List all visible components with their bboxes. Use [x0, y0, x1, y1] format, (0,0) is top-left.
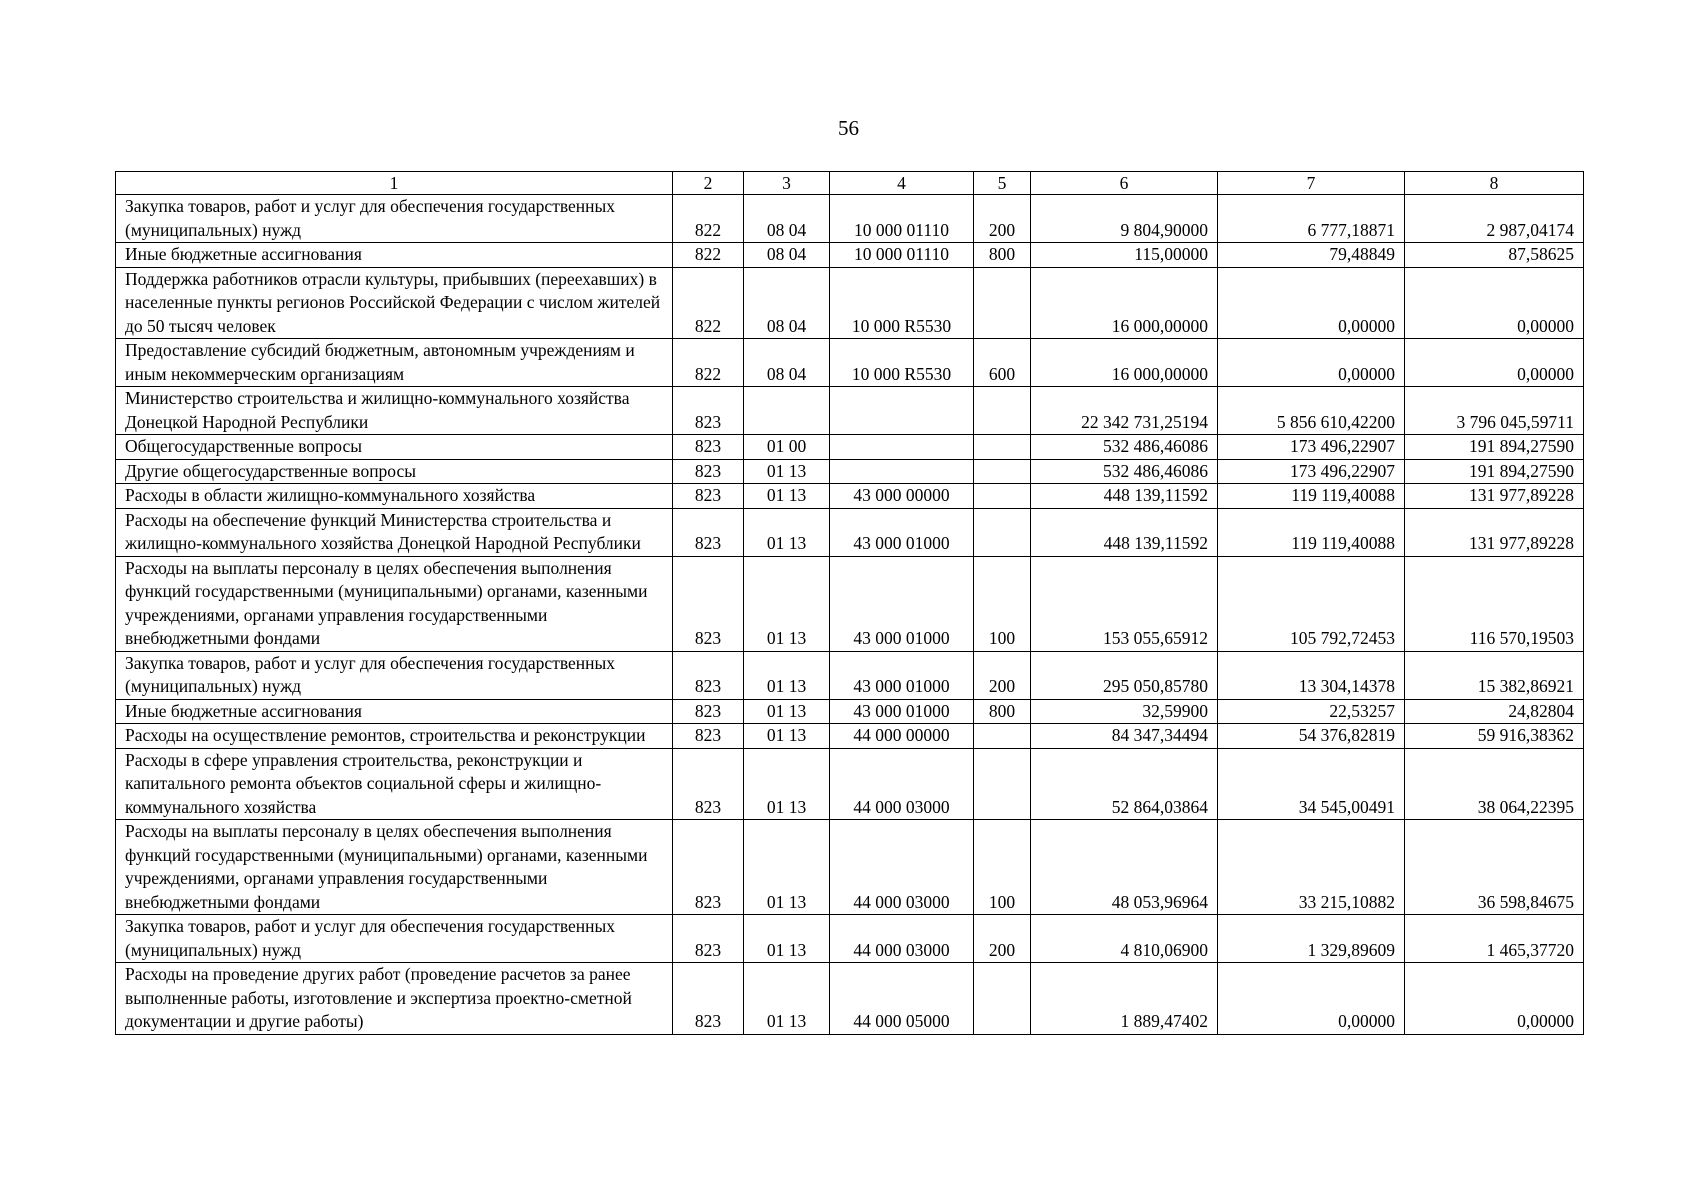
- item-name-cell: Предоставление субсидий бюджетным, автономным учреждениям и иным некоммерческим организациям: [116, 339, 673, 387]
- table-row: [116, 963, 1584, 1035]
- item-name-cell: Иные бюджетные ассигнования: [116, 243, 673, 268]
- expense-type-cell: 800: [974, 243, 1031, 268]
- table-row: [116, 267, 1584, 339]
- table-row: [116, 820, 1584, 915]
- amount-col8-cell: 191 894,27590: [1405, 435, 1584, 460]
- column-header-2: 2: [673, 172, 744, 195]
- expense-type-cell: [974, 459, 1031, 484]
- page-number: 56: [838, 116, 859, 140]
- amount-col7-cell: 173 496,22907: [1218, 459, 1405, 484]
- table-row: [116, 748, 1584, 820]
- amount-col7-cell: 0,00000: [1218, 339, 1405, 387]
- table-row: [116, 556, 1584, 651]
- expense-type-cell: [974, 963, 1031, 1035]
- amount-col8-cell: 191 894,27590: [1405, 459, 1584, 484]
- section-code-cell: 08 04: [744, 267, 830, 339]
- target-article-cell: 43 000 01000: [830, 556, 974, 651]
- table-row: [116, 459, 1584, 484]
- amount-col7-cell: 6 777,18871: [1218, 195, 1405, 243]
- ministry-code-cell: 823: [673, 651, 744, 699]
- ministry-code-cell: 823: [673, 435, 744, 460]
- column-header-4: 4: [830, 172, 974, 195]
- target-article-cell: 10 000 01110: [830, 243, 974, 268]
- amount-col8-cell: 0,00000: [1405, 339, 1584, 387]
- amount-col8-cell: 36 598,84675: [1405, 820, 1584, 915]
- amount-col6-cell: 448 139,11592: [1031, 484, 1218, 509]
- expense-type-cell: [974, 435, 1031, 460]
- section-code-cell: 08 04: [744, 243, 830, 268]
- table-row: [116, 387, 1584, 435]
- table-body: [116, 195, 1584, 1035]
- amount-col6-cell: 1 889,47402: [1031, 963, 1218, 1035]
- item-name-cell: Расходы на выплаты персоналу в целях обеспечения выполнения функций государственными (муниципальными) органами, казенными учреждениями, органами управления государственными внебюджетными фондами: [116, 820, 673, 915]
- item-name-cell: Поддержка работников отрасли культуры, прибывших (переехавших) в населенные пункты регионов Российской Федерации с числом жителей до 50 тысяч человек: [116, 267, 673, 339]
- section-code-cell: [744, 387, 830, 435]
- section-code-cell: 01 13: [744, 748, 830, 820]
- expense-type-cell: 100: [974, 556, 1031, 651]
- amount-col7-cell: 105 792,72453: [1218, 556, 1405, 651]
- section-code-cell: 01 13: [744, 699, 830, 724]
- target-article-cell: 43 000 01000: [830, 508, 974, 556]
- target-article-cell: 43 000 01000: [830, 699, 974, 724]
- section-code-cell: 01 13: [744, 724, 830, 749]
- amount-col6-cell: 295 050,85780: [1031, 651, 1218, 699]
- amount-col7-cell: 13 304,14378: [1218, 651, 1405, 699]
- expense-type-cell: 200: [974, 915, 1031, 963]
- amount-col7-cell: 119 119,40088: [1218, 508, 1405, 556]
- target-article-cell: 10 000 R5530: [830, 267, 974, 339]
- table-row: [116, 508, 1584, 556]
- amount-col6-cell: 9 804,90000: [1031, 195, 1218, 243]
- amount-col7-cell: 5 856 610,42200: [1218, 387, 1405, 435]
- column-header-3: 3: [744, 172, 830, 195]
- amount-col6-cell: 532 486,46086: [1031, 435, 1218, 460]
- amount-col6-cell: 32,59900: [1031, 699, 1218, 724]
- amount-col7-cell: 33 215,10882: [1218, 820, 1405, 915]
- amount-col6-cell: 532 486,46086: [1031, 459, 1218, 484]
- table-row: [116, 915, 1584, 963]
- item-name-cell: Расходы на осуществление ремонтов, строительства и реконструкции: [116, 724, 673, 749]
- target-article-cell: 10 000 01110: [830, 195, 974, 243]
- expense-type-cell: [974, 508, 1031, 556]
- ministry-code-cell: 822: [673, 339, 744, 387]
- amount-col7-cell: 79,48849: [1218, 243, 1405, 268]
- expense-type-cell: 200: [974, 651, 1031, 699]
- item-name-cell: Закупка товаров, работ и услуг для обеспечения государственных (муниципальных) нужд: [116, 915, 673, 963]
- target-article-cell: 44 000 03000: [830, 915, 974, 963]
- target-article-cell: 44 000 05000: [830, 963, 974, 1035]
- ministry-code-cell: 823: [673, 963, 744, 1035]
- column-header-8: 8: [1405, 172, 1584, 195]
- expense-type-cell: [974, 724, 1031, 749]
- section-code-cell: 01 13: [744, 508, 830, 556]
- budget-table: [115, 171, 1584, 1035]
- expense-type-cell: 800: [974, 699, 1031, 724]
- item-name-cell: Другие общегосударственные вопросы: [116, 459, 673, 484]
- table-row: [116, 484, 1584, 509]
- table-row: [116, 339, 1584, 387]
- ministry-code-cell: 823: [673, 484, 744, 509]
- column-header-7: 7: [1218, 172, 1405, 195]
- section-code-cell: 01 13: [744, 963, 830, 1035]
- table-row: [116, 724, 1584, 749]
- table-row: [116, 699, 1584, 724]
- column-header-6: 6: [1031, 172, 1218, 195]
- table-row: [116, 195, 1584, 243]
- amount-col6-cell: 4 810,06900: [1031, 915, 1218, 963]
- amount-col6-cell: 52 864,03864: [1031, 748, 1218, 820]
- ministry-code-cell: 823: [673, 724, 744, 749]
- target-article-cell: 43 000 00000: [830, 484, 974, 509]
- section-code-cell: 01 13: [744, 820, 830, 915]
- amount-col8-cell: 2 987,04174: [1405, 195, 1584, 243]
- amount-col8-cell: 15 382,86921: [1405, 651, 1584, 699]
- amount-col7-cell: 22,53257: [1218, 699, 1405, 724]
- target-article-cell: [830, 387, 974, 435]
- amount-col8-cell: 87,58625: [1405, 243, 1584, 268]
- target-article-cell: 44 000 03000: [830, 820, 974, 915]
- item-name-cell: Закупка товаров, работ и услуг для обеспечения государственных (муниципальных) нужд: [116, 195, 673, 243]
- amount-col8-cell: 24,82804: [1405, 699, 1584, 724]
- section-code-cell: 01 13: [744, 459, 830, 484]
- column-header-1: 1: [116, 172, 673, 195]
- amount-col8-cell: 3 796 045,59711: [1405, 387, 1584, 435]
- ministry-code-cell: 822: [673, 243, 744, 268]
- amount-col8-cell: 1 465,37720: [1405, 915, 1584, 963]
- section-code-cell: 01 13: [744, 915, 830, 963]
- section-code-cell: 01 13: [744, 556, 830, 651]
- target-article-cell: [830, 435, 974, 460]
- header-row: [116, 172, 1584, 195]
- expense-type-cell: [974, 484, 1031, 509]
- amount-col8-cell: 0,00000: [1405, 267, 1584, 339]
- section-code-cell: 08 04: [744, 195, 830, 243]
- amount-col8-cell: 116 570,19503: [1405, 556, 1584, 651]
- expense-type-cell: 200: [974, 195, 1031, 243]
- amount-col8-cell: 0,00000: [1405, 963, 1584, 1035]
- amount-col6-cell: 16 000,00000: [1031, 339, 1218, 387]
- amount-col6-cell: 115,00000: [1031, 243, 1218, 268]
- item-name-cell: Расходы на обеспечение функций Министерства строительства и жилищно-коммунального хозяйства Донецкой Народной Республики: [116, 508, 673, 556]
- ministry-code-cell: 823: [673, 387, 744, 435]
- section-code-cell: 01 13: [744, 484, 830, 509]
- item-name-cell: Расходы на проведение других работ (проведение расчетов за ранее выполненные работы, изготовление и экспертиза проектно-сметной документации и другие работы): [116, 963, 673, 1035]
- item-name-cell: Общегосударственные вопросы: [116, 435, 673, 460]
- item-name-cell: Расходы в области жилищно-коммунального хозяйства: [116, 484, 673, 509]
- amount-col8-cell: 38 064,22395: [1405, 748, 1584, 820]
- amount-col7-cell: 119 119,40088: [1218, 484, 1405, 509]
- ministry-code-cell: 823: [673, 508, 744, 556]
- ministry-code-cell: 823: [673, 915, 744, 963]
- section-code-cell: 08 04: [744, 339, 830, 387]
- ministry-code-cell: 822: [673, 267, 744, 339]
- expense-type-cell: [974, 387, 1031, 435]
- table-row: [116, 435, 1584, 460]
- table-row: [116, 243, 1584, 268]
- ministry-code-cell: 823: [673, 459, 744, 484]
- ministry-code-cell: 823: [673, 699, 744, 724]
- target-article-cell: 10 000 R5530: [830, 339, 974, 387]
- target-article-cell: 44 000 00000: [830, 724, 974, 749]
- amount-col7-cell: 173 496,22907: [1218, 435, 1405, 460]
- amount-col7-cell: 1 329,89609: [1218, 915, 1405, 963]
- amount-col7-cell: 54 376,82819: [1218, 724, 1405, 749]
- amount-col8-cell: 59 916,38362: [1405, 724, 1584, 749]
- ministry-code-cell: 823: [673, 820, 744, 915]
- column-header-5: 5: [974, 172, 1031, 195]
- table-row: [116, 651, 1584, 699]
- ministry-code-cell: 823: [673, 556, 744, 651]
- amount-col6-cell: 48 053,96964: [1031, 820, 1218, 915]
- amount-col6-cell: 22 342 731,25194: [1031, 387, 1218, 435]
- item-name-cell: Закупка товаров, работ и услуг для обеспечения государственных (муниципальных) нужд: [116, 651, 673, 699]
- amount-col6-cell: 153 055,65912: [1031, 556, 1218, 651]
- amount-col7-cell: 0,00000: [1218, 267, 1405, 339]
- expense-type-cell: [974, 748, 1031, 820]
- target-article-cell: 43 000 01000: [830, 651, 974, 699]
- expense-type-cell: 600: [974, 339, 1031, 387]
- amount-col6-cell: 448 139,11592: [1031, 508, 1218, 556]
- amount-col8-cell: 131 977,89228: [1405, 508, 1584, 556]
- item-name-cell: Министерство строительства и жилищно-коммунального хозяйства Донецкой Народной Республики: [116, 387, 673, 435]
- item-name-cell: Расходы в сфере управления строительства, реконструкции и капитального ремонта объектов социальной сферы и жилищно-коммунального хозяйства: [116, 748, 673, 820]
- amount-col6-cell: 16 000,00000: [1031, 267, 1218, 339]
- item-name-cell: Иные бюджетные ассигнования: [116, 699, 673, 724]
- target-article-cell: 44 000 03000: [830, 748, 974, 820]
- section-code-cell: 01 13: [744, 651, 830, 699]
- expense-type-cell: 100: [974, 820, 1031, 915]
- amount-col8-cell: 131 977,89228: [1405, 484, 1584, 509]
- amount-col6-cell: 84 347,34494: [1031, 724, 1218, 749]
- section-code-cell: 01 00: [744, 435, 830, 460]
- ministry-code-cell: 823: [673, 748, 744, 820]
- amount-col7-cell: 34 545,00491: [1218, 748, 1405, 820]
- expense-type-cell: [974, 267, 1031, 339]
- table-header: [116, 172, 1584, 195]
- amount-col7-cell: 0,00000: [1218, 963, 1405, 1035]
- item-name-cell: Расходы на выплаты персоналу в целях обеспечения выполнения функций государственными (муниципальными) органами, казенными учреждениями, органами управления государственными внебюджетными фондами: [116, 556, 673, 651]
- target-article-cell: [830, 459, 974, 484]
- ministry-code-cell: 822: [673, 195, 744, 243]
